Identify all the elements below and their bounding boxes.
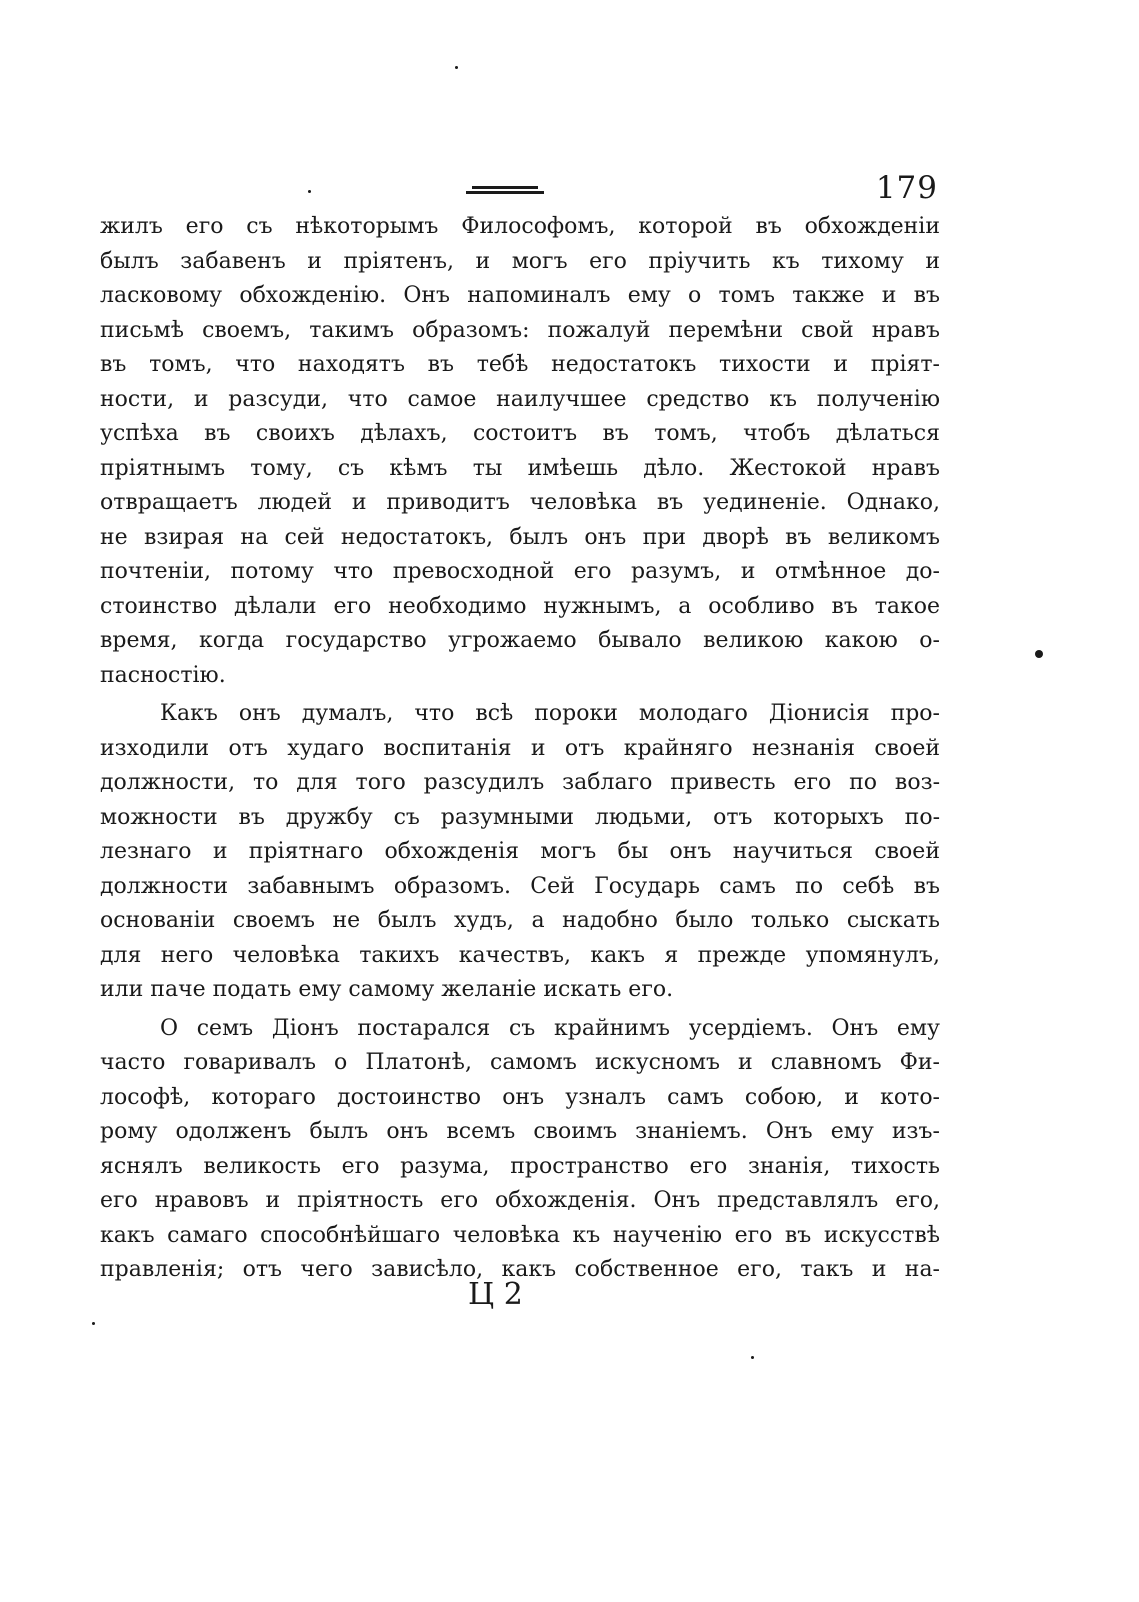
signature-mark: Ц 2: [468, 1277, 523, 1312]
ink-speck: [92, 1322, 95, 1325]
ink-speck: [308, 190, 311, 193]
text-line: лософѣ, котораго достоинство онъ узналъ самъ собою, и кото-: [100, 1084, 940, 1110]
text-line: правленія; отъ чего зависѣло, какъ собственное его, такъ и на-: [100, 1257, 940, 1282]
text-line: рому одолженъ былъ онъ всемъ своимъ знаніемъ. Онъ ему изъ-: [100, 1119, 940, 1144]
ornament-bar-top: [472, 186, 538, 189]
text-line: не взирая на сей недостатокъ, былъ онъ при дворѣ въ великомъ: [100, 524, 940, 550]
text-line: можности въ дружбу съ разумными людьми, отъ которыхъ по-: [100, 804, 940, 830]
text-line: пріятнымъ тому, съ кѣмъ ты имѣешь дѣло. Жестокой нравъ: [100, 455, 940, 481]
body-text: [100, 210, 940, 1288]
text-line: ласковому обхожденію. Онъ напоминалъ ему о томъ также и въ: [100, 283, 940, 308]
text-line: время, когда государство угрожаемо бывало великою какою о-: [100, 628, 940, 653]
text-line: ности, и разсуди, что самое наилучшее средство къ полученію: [100, 386, 940, 412]
text-line: лезнаго и пріятнаго обхожденія могъ бы онъ научиться своей: [100, 839, 940, 864]
text-line: какъ самаго способнѣйшаго человѣка къ наученію его въ искусствѣ: [100, 1222, 940, 1248]
text-line: или паче подать ему самому желаніе искать его.: [100, 977, 674, 1002]
text-line: для него человѣка такихъ качествъ, какъ я прежде упомянулъ,: [100, 942, 940, 968]
text-line: пасностію.: [100, 662, 226, 688]
text-line: должности забавнымъ образомъ. Сей Государь самъ по себѣ въ: [100, 873, 940, 899]
text-line: О семъ Діонъ постарался съ крайнимъ усердіемъ. Онъ ему: [160, 1015, 940, 1041]
ink-speck: [455, 66, 458, 69]
page-number: 179: [875, 170, 938, 206]
ink-speck: [751, 1356, 754, 1359]
header-ornament: [466, 186, 544, 194]
text-line: стоинство дѣлали его необходимо нужнымъ, а особливо въ такое: [100, 593, 940, 619]
text-line: отвращаетъ людей и приводитъ человѣка въ уединеніе. Однако,: [100, 490, 940, 515]
text-line: успѣха въ своихъ дѣлахъ, состоитъ въ томъ, чтобъ дѣлаться: [100, 421, 940, 446]
text-line: жилъ его съ нѣкоторымъ Философомъ, которой въ обхожденіи: [100, 214, 940, 239]
text-line: письмѣ своемъ, такимъ образомъ: пожалуй перемѣни свой нравъ: [100, 317, 940, 343]
text-line: его нравовъ и пріятность его обхожденія. Онъ представлялъ его,: [100, 1188, 940, 1213]
ink-speck: [1035, 650, 1043, 658]
text-line: яснялъ великость его разума, пространство его знанія, тихость: [100, 1153, 940, 1179]
text-line: часто говаривалъ о Платонѣ, самомъ искусномъ и славномъ Фи-: [100, 1050, 940, 1075]
ornament-bar-bottom: [466, 191, 544, 194]
text-line: Какъ онъ думалъ, что всѣ пороки молодаго Діонисія про-: [160, 701, 940, 726]
text-line: въ томъ, что находятъ въ тебѣ недостатокъ тихости и пріят-: [100, 352, 940, 377]
text-line: почтеніи, потому что превосходной его разумъ, и отмѣнное до-: [100, 559, 940, 584]
text-line: основаніи своемъ не былъ худъ, а надобно было только сыскать: [100, 908, 940, 933]
text-line: должности, то для того разсудилъ заблаго привесть его по воз-: [100, 770, 940, 795]
text-line: изходили отъ худаго воспитанія и отъ крайняго незнанія своей: [100, 735, 940, 761]
text-line: былъ забавенъ и пріятенъ, и могъ его пріучить къ тихому и: [100, 248, 940, 274]
